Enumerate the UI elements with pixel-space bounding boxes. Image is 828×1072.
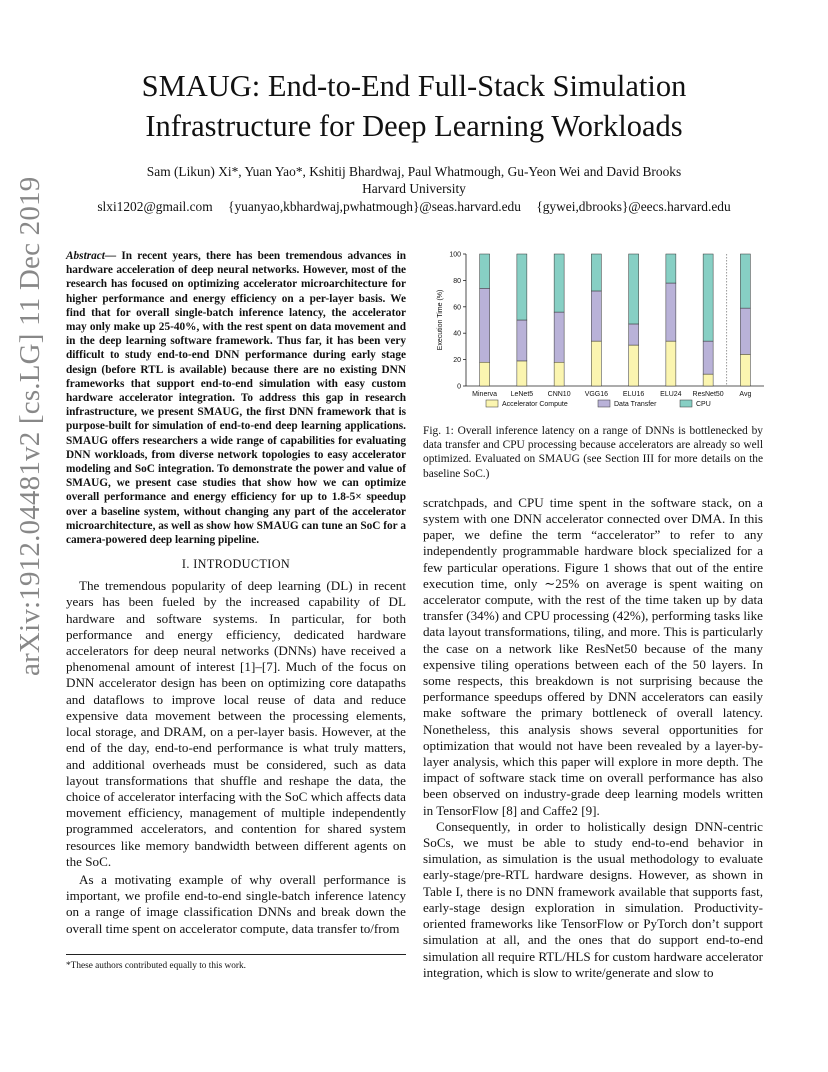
bar-segment: [554, 362, 564, 386]
y-axis-label: Execution Time (%): [437, 289, 444, 351]
title-line-2: Infrastructure for Deep Learning Workloads: [145, 109, 683, 143]
paper-title: [60, 66, 768, 146]
bar-segment: [554, 312, 564, 362]
bar-segment: [703, 254, 713, 341]
y-tick-label: 40: [453, 330, 461, 338]
footnote: *These authors contributed equally to this work.: [66, 961, 246, 971]
bar-segment: [703, 341, 713, 374]
footnote-rule: [66, 954, 406, 955]
abstract-label: Abstract—: [66, 250, 117, 262]
x-tick-label: ELU24: [660, 391, 682, 398]
y-tick-label: 100: [449, 251, 461, 259]
x-tick-label: VGG16: [584, 391, 609, 398]
legend-label: Data Transfer: [614, 401, 657, 408]
bar-segment: [666, 254, 676, 283]
bar-segment: [480, 288, 490, 362]
bar-segment: [740, 254, 750, 308]
legend-label: Accelerator Compute: [502, 401, 568, 408]
bar-segment: [591, 341, 601, 386]
x-tick-label: Minerva: [472, 391, 498, 398]
legend-swatch: [680, 400, 692, 407]
legend-swatch: [598, 400, 610, 407]
bar-segment: [740, 354, 750, 386]
x-tick-label: Avg: [739, 391, 752, 398]
x-tick-label: LeNet5: [510, 391, 534, 398]
left-column: [66, 249, 406, 937]
bar-segment: [591, 291, 601, 341]
x-tick-label: CNN10: [547, 391, 571, 398]
affiliation: Harvard University: [362, 181, 466, 196]
figure-1-chart: [430, 244, 770, 418]
bar-segment: [629, 254, 639, 324]
bar-segment: [517, 254, 527, 320]
bar-segment: [703, 374, 713, 386]
y-tick-label: 80: [453, 277, 461, 285]
bar-segment: [629, 345, 639, 386]
author-list: Sam (Likun) Xi*, Yuan Yao*, Kshitij Bhardwaj, Paul Whatmough, Gu-Yeon Wei and David Brooks: [146, 164, 682, 179]
bar-segment: [740, 308, 750, 354]
title-line-1: SMAUG: End-to-End Full-Stack Simulation: [141, 69, 687, 103]
bar-segment: [554, 254, 564, 312]
x-tick-label: ELU16: [622, 391, 645, 398]
x-tick-label: ResNet50: [692, 391, 724, 398]
email-2: {yuanyao,kbhardwaj,pwhatmough}@seas.harvard.edu: [228, 199, 521, 214]
y-tick-label: 0: [457, 383, 461, 391]
bar-segment: [517, 320, 527, 361]
email-3: {gywei,dbrooks}@eecs.harvard.edu: [536, 199, 731, 214]
bar-segment: [666, 341, 676, 386]
legend-swatch: [486, 400, 498, 407]
email-1: slxi1202@gmail.com: [97, 199, 213, 214]
right-column: [423, 424, 763, 981]
right-paragraph-1: scratchpads, and CPU time spent in the software stack, on a system with one DNN accelerator connected over DMA. In this paper, we define the term “accelerator” to refer to any independently programmable hardware block specialized for a few particular operations. Figure 1 shows that out of the entire execution time, only ∼25% on average is spent waiting on accelerator compute, with the rest of the time taken up by data transfer (34%) and CPU processing (42%), performing tasks like data layout transformations, tiling, and more. This is particularly the case on a network like ResNet50 because of the many expensive tiling operations between each of the 50 layers. In some respects, this breakdown is not surprising because the performance speedups offered by DNN accelerators can easily make software the primary bottleneck of overall latency. Nonetheless, this analysis shows several opportunities for optimization that would not have been revealed by a layer-by-layer analysis, which this paper will explore in more depth. The impact of software stack time on overall performance has also been observed on industry-grade deep learning models written in TensorFlow [8] and Caffe2 [9].: [423, 494, 763, 818]
section-heading-introduction: I. INTRODUCTION: [181, 557, 291, 572]
y-tick-label: 20: [453, 357, 461, 365]
intro-paragraph-1: The tremendous popularity of deep learning (DL) in recent years has been fueled by the increased capability of DL hardware and software systems. In particular, for both performance and energy efficiency, dedicated hardware accelerators for deep neural networks (DNNs) have received a phenomenal amount of interest [1]–[7]. Much of the focus on DNN accelerator design has been on optimizing core datapaths and dataflows to improve local reuse of data and reduce expensive data movement between the processing elements, local storage, and DRAM, on a per-layer basis. However, at the end of the day, end-to-end performance is what truly matters, and additional overheads must be considered, such as data layout transformations that shuffle and reshape the data, the choice of accelerator interfacing with the SoC which affects data movement efficiency, management of multiple independently programmed accelerators, and contention for shared system resources like memory bandwidth between different agents on the SoC.: [66, 578, 406, 869]
abstract-text: In recent years, there has been tremendous advances in hardware acceleration of deep neural networks. However, most of the research has focused on optimizing accelerator microarchitecture for higher performance and energy efficiency on a per-layer basis. We find that for overall single-batch inference latency, the accelerator may only make up 25-40%, with the rest spent on data movement and in the deep learning software framework. Thus far, it has been very difficult to study end-to-end DNN performance during early stage design (before RTL is available) because there are no existing DNN frameworks that support end-to-end simulation with easy custom hardware accelerator integration. To address this gap in research infrastructure, we present SMAUG, the first DNN framework that is purpose-built for simulation of end-to-end deep learning applications. SMAUG offers researchers a wide range of capabilities for evaluating DNN workloads, from diverse network topologies to easy accelerator modeling and SoC integration. To demonstrate the power and value of SMAUG, we present case studies that show how we can optimize overall performance and energy efficiency for up to 1.8-5× speedup over a baseline system, without changing any part of the accelerator microarchitecture, as well as show how SMAUG can tune an SoC for a camera-powered deep learning pipeline.: [66, 250, 407, 547]
abstract: [66, 249, 406, 547]
bar-segment: [591, 254, 601, 291]
arxiv-stamp: arXiv:1912.04481v2 [cs.LG] 11 Dec 2019: [14, 176, 46, 676]
right-paragraph-2: Consequently, in order to holistically design DNN-centric SoCs, we must be able to study end-to-end behavior in simulation, as simulation is the usual methodology to evaluate early-stage/pre-RTL hardware designs. However, as shown in Table I, there is no DNN framework available that supports fast, early-stage design exploration in simulation. Productivity-oriented frameworks like TensorFlow or PyTorch don’t support simulation at all, and the ones that do support end-to-end simulation all require RTL/HLS for custom hardware accelerator integration, which is slow to write/generate and slow to: [423, 818, 763, 980]
intro-paragraph-2: As a motivating example of why overall performance is important, we profile end-to-end single-batch inference latency on a range of image classification DNNs and break down the overall time spent on accelerator compute, data transfer to/from: [66, 871, 406, 936]
bar-segment: [666, 283, 676, 341]
y-tick-label: 60: [453, 304, 461, 312]
bar-segment: [480, 254, 490, 288]
legend-label: CPU: [696, 401, 711, 408]
bar-segment: [629, 324, 639, 345]
bar-segment: [480, 362, 490, 386]
figure-caption: Fig. 1: Overall inference latency on a range of DNNs is bottlenecked by data transfer and CPU processing because accelerators are already so well optimized. Evaluated on SMAUG (see Section III for more details on the baseline SoC.): [423, 425, 763, 480]
email-list: [40, 199, 788, 215]
bar-segment: [517, 361, 527, 386]
